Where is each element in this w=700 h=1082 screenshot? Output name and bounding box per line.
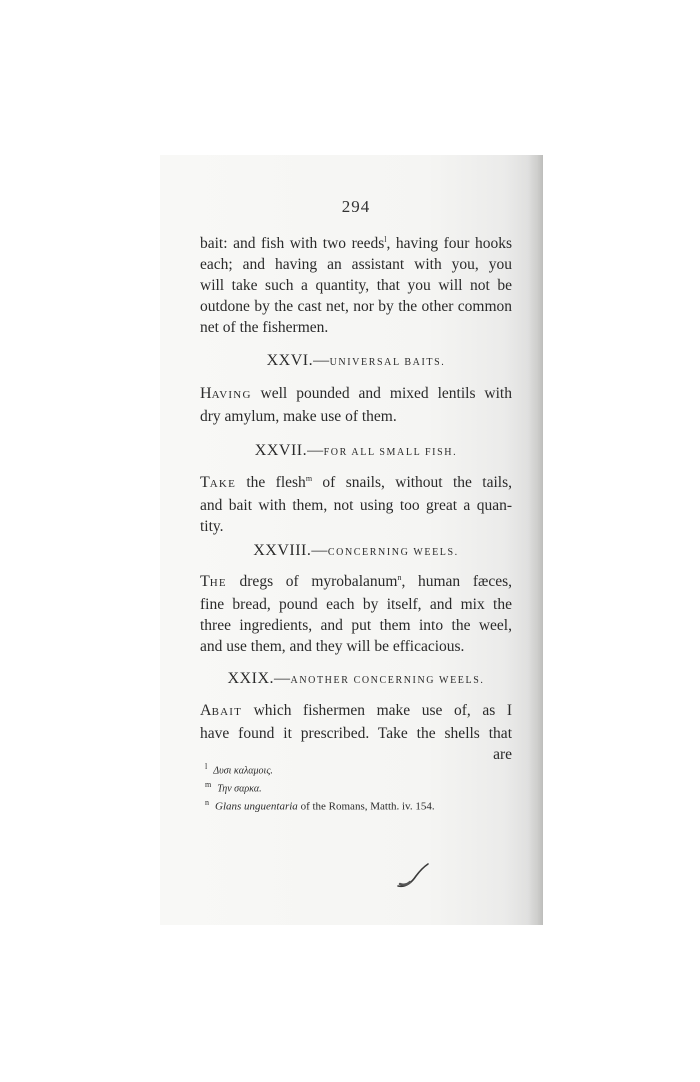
paragraph-another-weels: ABAIT which fishermen make use of, as I have found it prescribed. Take the shells that are (200, 702, 512, 763)
text-line: will take such a quantity, that you will not be (200, 277, 512, 294)
text-line: each; and having an assistant with you, you (200, 256, 512, 273)
footnote-ref: n (397, 572, 402, 582)
text-line: net of the fishermen. (200, 319, 329, 336)
page-gutter-shadow (528, 155, 543, 925)
footnote-n: $^n$ Glans unguentaria of the Romans, Matth. iv. 154. (205, 798, 435, 813)
catchword: are (493, 746, 512, 763)
text-line: outdone by the cast net, nor by the other common (200, 298, 512, 315)
paragraph-weels: THE dregs of myrobalanum$^n$, human fæces, fine bread, pound each by itself, and mix the three ingredients, and put them into the weel, and use them, and they will be efficacious. (200, 572, 512, 655)
section-heading-xxviii: XXVIII.—CONCERNING WEELS. (253, 542, 459, 559)
section-heading-xxvi: XXVI.—UNIVERSAL BAITS. (266, 352, 446, 369)
page-number: 294 (341, 197, 371, 216)
paragraph-continuation (200, 233, 512, 338)
footnote-ref: l (384, 234, 387, 244)
paragraph-small-fish: TAKE the flesh$^m$ of snails, without the tails, and bait with them, not using too great a quan- tity. (200, 473, 512, 535)
text-line: bait: and fish with two reeds$^l$, having four hooks (200, 234, 512, 252)
footnote-m: $^m$ Την σαρκα. (205, 780, 262, 795)
footnote-l: $^l$ Δυσι καλαμοις. (205, 762, 273, 777)
section-heading-xxvii: XXVII.—FOR ALL SMALL FISH. (254, 442, 458, 459)
paragraph-universal-baits: HAVING well pounded and mixed lentils with dry amylum, make use of them. (200, 385, 512, 425)
section-heading-xxix: XXIX.—ANOTHER CONCERNING WEELS. (227, 670, 485, 687)
ink-mark (396, 862, 430, 890)
footnote-ref: m (305, 473, 313, 483)
